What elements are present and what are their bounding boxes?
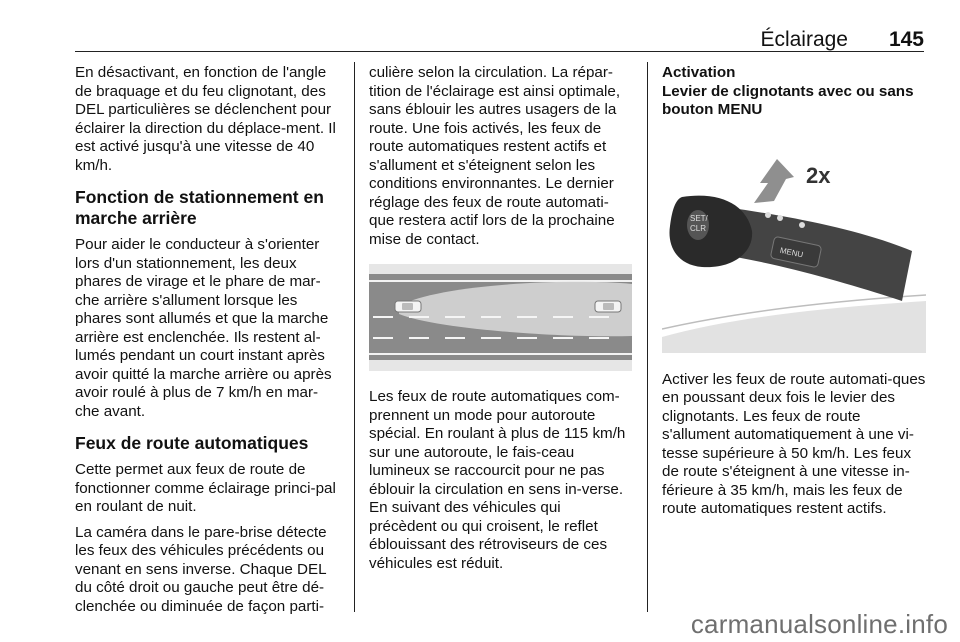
paragraph-reverse-parking: Pour aider le conducteur à s'orienter lors d'un stationnement, les deux phares de virage et le phare de mar-che arrière s'allument lorsque les phares sont allumés et que la marche arrière est enclenchée. Ils restent al-lumés pendant un court instant après avoir quitté la marche arrière ou après avoir roulé à plus de 7 km/h en mar-che avant. [75, 236, 332, 420]
paragraph-highway-mode: Les feux de route automatiques com-prennent un mode pour autoroute spécial. En roulant à plus de 115 km/h sur une autoroute, le fais-ceau lumineux se raccourcit pour ne pas éblouir la circulation en sens in-verse. En suivant des véhicules qui précèdent ou qui croisent, le reflet éblouissant des rétroviseurs de ces véhicules est réduit. [369, 388, 626, 572]
clr-label: CLR [690, 223, 707, 233]
press-twice-label: 2x [806, 162, 831, 188]
highway-beam-illustration [369, 264, 632, 371]
heading-reverse-parking: Fonction de stationnement en marche arrière [75, 187, 324, 228]
page-title: Éclairage [760, 28, 848, 51]
set-label: SET/ [690, 213, 708, 223]
paragraph-cornering-light: En désactivant, en fonction de l'angle de braquage et du feu clignotant, des DEL particulières se déclenchent pour éclairer la direction du déplace-ment. Il est activé jusqu'à une vitesse de 40 km/h. [75, 64, 336, 174]
heading-auto-high-beam: Feux de route automatiques [75, 433, 309, 453]
paragraph-activation: Activer les feux de route automati-ques en poussant deux fois le levier des clignotants. Les feux de route s'allument automatiquement à une vi-tesse supérieure à 50 km/h. Les feux de route s'éteignent à une vitesse in-férieure à 35 km/h, mais les feux de route automatiques restent actifs. [662, 370, 926, 517]
paragraph-auto-high-beam-intro: Cette permet aux feux de route de fonctionner comme éclairage princi-pal en roulant de nuit. [75, 461, 336, 515]
paragraph-distribution: culière selon la circulation. La répar-tition de l'éclairage est ainsi optimale, sans éblouir les autres usagers de la route. Une fois activés, les feux de route automatiques restent actifs et s'allument et s'éteignent selon les conditions environnantes. Le dernier réglage des feux de route automati-que restera actif lors de la prochaine mise de contact. [369, 64, 621, 248]
column-divider [354, 62, 355, 612]
paragraph-camera: La caméra dans le pare-brise détecte les feux des véhicules précédents ou venant en sens inverse. Chaque DEL du côté droit ou gauche peut être dé-clenchée ou diminuée de façon parti- [75, 523, 327, 615]
indicator-lever-illustration [662, 141, 926, 353]
heading-activation: Activation [662, 64, 736, 81]
column-1 [75, 64, 341, 623]
page-number: 145 [888, 28, 924, 51]
car-icon [595, 301, 621, 312]
watermark: carmanualsonline.info [690, 609, 948, 639]
page-header [75, 26, 924, 52]
car-icon [395, 301, 421, 312]
column-3 [662, 64, 926, 526]
heading-indicator-lever: Levier de clignotants avec ou sans bouton MENU [662, 82, 914, 118]
column-2 [369, 64, 632, 580]
menu-button-label: MENU [779, 245, 805, 259]
column-divider [647, 62, 648, 612]
